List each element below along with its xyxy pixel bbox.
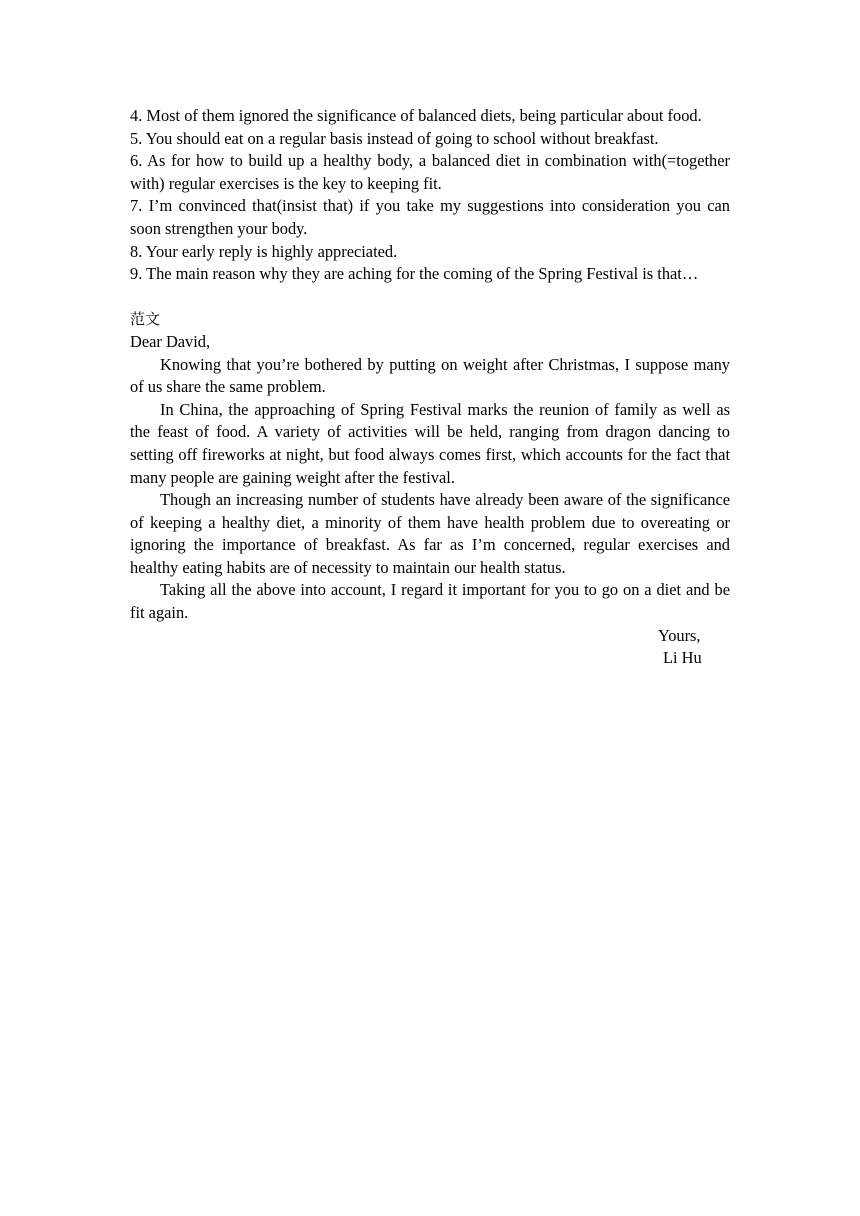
essay-heading: 范文	[130, 310, 161, 329]
document-page	[130, 105, 730, 670]
closing-word: Yours,	[658, 625, 701, 645]
sentence-9: 9. The main reason why they are aching for the coming of the Spring Festival is that…	[130, 264, 699, 284]
spacer	[130, 286, 730, 309]
letter-closing	[130, 625, 730, 670]
sentence-8: 8. Your early reply is highly appreciated.	[130, 241, 398, 261]
essay-paragraph-1: Knowing that you’re bothered by putting on weight after Christmas, I suppose many of us share the same problem.	[130, 354, 730, 397]
essay-paragraph-4: Taking all the above into account, I regard it important for you to go on a diet and be fit again.	[130, 580, 730, 623]
sentence-5: 5. You should eat on a regular basis instead of going to school without breakfast.	[130, 128, 659, 148]
essay-paragraph-2: In China, the approaching of Spring Festival marks the reunion of family as well as the feast of food. A variety of activities will be held, ranging from dragon dancing to setting off fireworks at night, but food always comes first, which accounts for the fact that many people are gaining weight after the festival.	[130, 399, 730, 487]
sentence-6: 6. As for how to build up a healthy body, a balanced diet in combination with(=together with) regular exercises is the key to keeping fit.	[130, 151, 730, 193]
sentence-4: 4. Most of them ignored the significance of balanced diets, being particular about food.	[130, 106, 702, 125]
essay-paragraph-3: Though an increasing number of students have already been aware of the significance of keeping a healthy diet, a minority of them have health problem due to overeating or ignoring the importance of breakfast. As far as I’m concerned, regular exercises and healthy eating habits are of necessity to maintain our health status.	[130, 490, 730, 577]
salutation: Dear David,	[130, 331, 211, 351]
signature-name: Li Hu	[663, 648, 702, 668]
sentence-7: 7. I’m convinced that(insist that) if you take my suggestions into consideration you can soon strengthen your body.	[130, 196, 730, 238]
